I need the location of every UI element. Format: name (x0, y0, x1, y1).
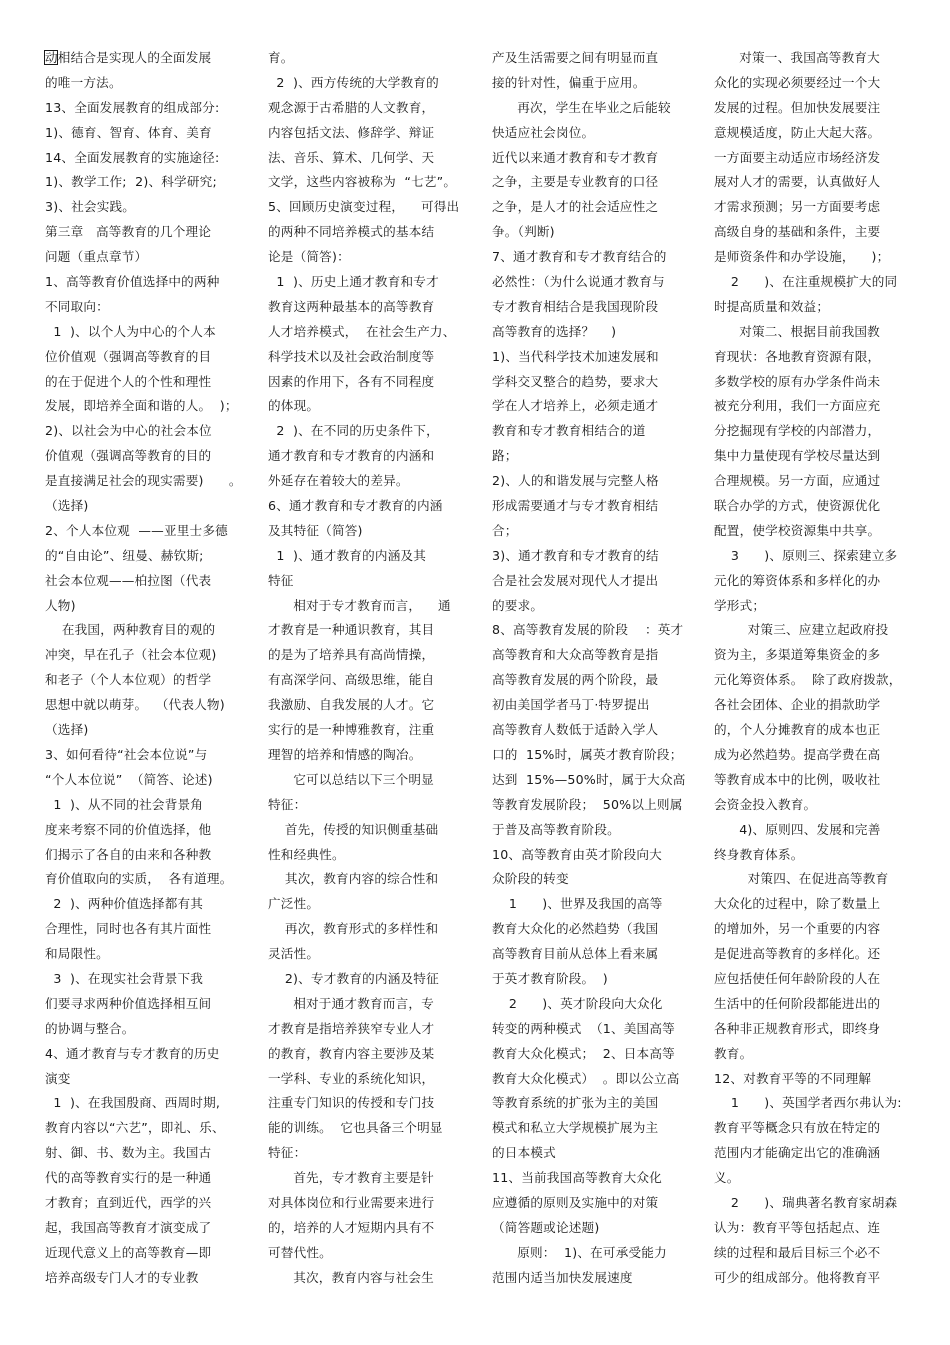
text-line: 学形式； (714, 597, 766, 613)
text-line: 2 )、在注重规模扩大的同 (714, 274, 898, 290)
text-line: 们揭示了各自的由来和各种教 (45, 846, 212, 862)
text-line: 11、当前我国高等教育大众化 (492, 1170, 662, 1186)
text-line: 联合办学的方式，使资源优化 (714, 498, 881, 514)
text-line: 2、个人本位观 ——亚里士多德 (45, 522, 228, 538)
text-line: （选择) (45, 722, 89, 738)
text-line: 学在人才培养上，必须走通才 (492, 398, 659, 414)
text-line: 内容包括文法、修辞学、辩证 (268, 124, 435, 140)
text-line: 育现状：各地教育资源有限， (714, 348, 881, 364)
text-line: 意规模适度，防止大起大落。 (714, 124, 881, 140)
text-line: 1)、当代科学技术加速发展和 (492, 348, 659, 364)
text-line: 各种非正规教育形式，即终身 (714, 1020, 881, 1036)
text-line: 对策一、我国高等教育大 (714, 50, 880, 65)
text-line: 因素的作用下，各有不同程度 (268, 373, 435, 389)
text-line: 被充分利用，我们一方面应充 (714, 398, 881, 414)
text-line: 教育这两种最基本的高等教育 (268, 298, 435, 314)
text-column-3 (492, 46, 692, 1291)
text-line: 才教育是指培养狭窄专业人才 (268, 1020, 435, 1036)
text-line: 培养高级专门人才的专业教 (45, 1269, 199, 1285)
text-line: 高等教育的选择？ ) (492, 323, 617, 339)
text-line: 1 )、历史上通才教育和专才 (268, 274, 439, 290)
text-line: 人物) (45, 597, 76, 613)
text-line: 教育内容以“六艺”，即礼、乐、 (45, 1120, 225, 1136)
text-line: 2 )、英才阶段向大众化 (492, 995, 663, 1011)
text-line: 特征： (268, 1145, 307, 1161)
text-line: 范围内才能确定出它的准确涵 (714, 1145, 881, 1161)
text-line: 发展，即培养全面和谐的人。 )； (45, 398, 238, 414)
text-line: 们要寻求两种价值选择相互间 (45, 995, 212, 1011)
text-line: 性和经典性。 (268, 846, 345, 862)
text-line: 大众化的过程中，除了数量上 (714, 896, 881, 912)
text-line: 等教育成本中的比例，吸收社 (714, 771, 881, 787)
text-line: 1)、教学工作; 2)、科学研究; (45, 174, 217, 190)
text-line: 展对人才的需要，认真做好人 (714, 174, 881, 190)
text-line: 问题（重点章节） (45, 249, 148, 265)
text-line: 的日本模式 (492, 1145, 556, 1161)
text-line: 科学技术以及社会政治制度等 (268, 348, 435, 364)
text-line: 的，培养的人才短期内具有不 (268, 1219, 435, 1235)
text-line: 终身教育体系。 (714, 846, 804, 862)
text-line: 的教育，教育内容主要涉及某 (268, 1045, 435, 1061)
text-line: 学科交叉整合的趋势，要求大 (492, 373, 659, 389)
text-line: 动相结合是实现人的全面发展 (45, 50, 212, 65)
text-line: 等教育系统的扩张为主的美国 (492, 1095, 659, 1111)
text-line: 度来考察不同的价值选择，他 (45, 821, 212, 837)
text-line: 接的针对性，偏重于应用。 (492, 74, 646, 90)
text-line: 2 )、两种价值选择都有其 (45, 896, 204, 912)
text-line: 可替代性。 (268, 1244, 332, 1260)
text-line: （选择) (45, 498, 89, 514)
text-line: 2)、人的和谐发展与完整人格 (492, 473, 659, 489)
text-line: 高等教育人数低于适龄入学人 (492, 722, 659, 738)
text-line: 2 )、瑞典著名教育家胡森 (714, 1194, 898, 1210)
text-line: 集中力量使现有学校尽量达到 (714, 448, 881, 464)
text-line: 是直接满足社会的现实需要) 。 (45, 473, 242, 489)
text-line: 人才培养模式， 在社会生产力、 (268, 323, 456, 339)
text-line: 成为必然趋势。提高学费在高 (714, 746, 881, 762)
text-line: 分挖掘现有学校的内部潜力， (714, 423, 881, 439)
text-line: 论是（简答)： (268, 249, 350, 265)
text-line: 之争，是人才的社会适应性之 (492, 199, 659, 215)
text-line: 才教育；直到近代，西学的兴 (45, 1194, 212, 1210)
text-line: 高级自身的基础和条件，主要 (714, 224, 881, 240)
text-column-4 (714, 46, 914, 1291)
text-line: 教育大众化模式） 。即以公立高 (492, 1070, 680, 1086)
text-line: 思想中就以萌芽。 （代表人物) (45, 697, 225, 713)
text-line: 教育大众化模式； 2、日本高等 (492, 1045, 675, 1061)
text-line: 的增加外，另一个重要的内容 (714, 921, 881, 937)
text-line: 专才教育相结合是我国现阶段 (492, 298, 659, 314)
text-line: 近代以来通才教育和专才教育 (492, 149, 659, 165)
text-line: 和老子（个人本位观）的哲学 (45, 672, 212, 688)
text-line: 众化的实现必须要经过一个大 (714, 74, 881, 90)
text-line: 10、高等教育由英才阶段向大 (492, 846, 662, 862)
text-line: 13、全面发展教育的组成部分: (45, 99, 220, 115)
text-line: 近现代意义上的高等教育—即 (45, 1244, 212, 1260)
text-line: 起，我国高等教育才演变成了 (45, 1219, 212, 1235)
text-line: “个人本位说” （简答、论述) (45, 771, 213, 787)
text-line: 价值观（强调高等教育的目的 (45, 448, 212, 464)
text-line: 3 )、在现实社会背景下我 (45, 970, 204, 986)
text-line: 特征： (268, 796, 307, 812)
text-column-1 (45, 46, 245, 1291)
text-line: 我激励、自我发展的人才。它 (268, 697, 435, 713)
text-line: 的“自由论”、纽曼、赫钦斯; (45, 547, 204, 563)
text-line: 的，个人分摊教育的成本也正 (714, 722, 881, 738)
text-line: 2)、专才教育的内涵及特征 (268, 970, 439, 986)
text-line: 3)、社会实践。 (45, 199, 136, 215)
text-line: 高等教育发展的两个阶段，最 (492, 672, 659, 688)
text-line: 合理规模。另一方面，应通过 (714, 473, 881, 489)
text-line: 社会本位观——柏拉图（代表 (45, 572, 212, 588)
text-line: 的唯一方法。 (45, 74, 122, 90)
text-line: 高等教育目前从总体上看来属 (492, 946, 659, 962)
text-line: 教育和专才教育相结合的道 (492, 423, 646, 439)
text-line: 的体现。 (268, 398, 320, 414)
text-line: 众阶段的转变 (492, 871, 569, 887)
text-line: 对具体岗位和行业需要来进行 (268, 1194, 435, 1210)
text-line: 演变 (45, 1070, 71, 1086)
text-line: 再次，教育形式的多样性和 (268, 921, 439, 937)
text-line: 的在于促进个人的个性和理性 (45, 373, 212, 389)
text-line: 3 )、原则三、探索建立多 (714, 547, 898, 563)
text-line: 再次，学生在毕业之后能较 (492, 99, 671, 115)
text-line: 射、御、书、数为主。我国古 (45, 1145, 212, 1161)
text-line: 配置，使学校资源集中共享。 (714, 522, 881, 538)
text-line: 4、通才教育与专才教育的历史 (45, 1045, 220, 1061)
text-line: 其次，教育内容的综合性和 (268, 871, 439, 887)
text-line: 通才教育和专才教育的内涵和 (268, 448, 435, 464)
text-line: 注重专门知识的传授和专门技 (268, 1095, 435, 1111)
text-line: 灵活性。 (268, 946, 320, 962)
text-line: 首先，专才教育主要是针 (268, 1170, 434, 1186)
text-line: 必然性：（为什么说通才教育与 (492, 274, 665, 290)
text-line: 对策四、在促进高等教育 (714, 871, 889, 887)
text-line: 不同取向： (45, 298, 109, 314)
text-line: 和局限性。 (45, 946, 109, 962)
text-line: 的协调与整合。 (45, 1020, 135, 1036)
text-line: 范围内适当加快发展速度 (492, 1269, 633, 1285)
text-line: 1 )、世界及我国的高等 (492, 896, 663, 912)
text-line: 2)、以社会为中心的社会本位 (45, 423, 212, 439)
text-line: 特征 (268, 572, 294, 588)
text-line: 位价值观（强调高等教育的目 (45, 348, 212, 364)
text-line: 模式和私立大学规模扩展为主 (492, 1120, 659, 1136)
text-line: 相对于通才教育而言，专 (268, 995, 434, 1011)
text-line: 1 )、以个人为中心的个人本 (45, 323, 216, 339)
text-line: 原则： 1)、在可承受能力 (492, 1244, 667, 1260)
text-line: 可少的组成部分。他将教育平 (714, 1269, 881, 1285)
text-line: 其次，教育内容与社会生 (268, 1269, 434, 1285)
text-line: 转变的两种模式 （1、美国高等 (492, 1020, 675, 1036)
text-line: 对策二、根据目前我国教 (714, 323, 880, 339)
text-line: 才需求预测；另一方面要考虑 (714, 199, 881, 215)
text-line: 5、回顾历史演变过程， 可得出 (268, 199, 460, 215)
text-line: 产及生活需要之间有明显而直 (492, 50, 659, 65)
text-line: 发展的过程。但加快发展要注 (714, 99, 881, 115)
text-line: 育。 (268, 50, 294, 65)
text-line: 高等教育和大众高等教育是指 (492, 647, 659, 663)
text-line: 1 )、英国学者西尔弗认为: (714, 1095, 902, 1111)
text-line: 各社会团体、企业的捐款助学 (714, 697, 881, 713)
text-line: 它可以总结以下三个明显 (268, 771, 434, 787)
text-line: 1 )、通才教育的内涵及其 (268, 547, 427, 563)
text-line: 2 )、西方传统的大学教育的 (268, 74, 439, 90)
text-line: 资为主，多渠道筹集资金的多 (714, 647, 881, 663)
text-line: 3)、通才教育和专才教育的结 (492, 547, 659, 563)
text-line: 首先，传授的知识侧重基础 (268, 821, 439, 837)
text-line: 8、高等教育发展的阶段 ：英才 (492, 622, 684, 638)
text-line: 合； (492, 522, 518, 538)
text-line: 合是社会发展对现代人才提出 (492, 572, 659, 588)
text-line: 是师资条件和办学设施， )； (714, 249, 890, 265)
text-line: 能的训练。 它也具备三个明显 (268, 1120, 443, 1136)
text-line: 14、全面发展教育的实施途径: (45, 149, 220, 165)
text-line: 时提高质量和效益； (714, 298, 830, 314)
text-line: 相对于专才教育而言， 通 (268, 597, 451, 613)
text-line: 会资金投入教育。 (714, 796, 817, 812)
text-column-2 (268, 46, 468, 1291)
text-line: 及其特征（简答) (268, 522, 363, 538)
text-line: 生活中的任何阶段都能进出的 (714, 995, 881, 1011)
text-line: 才教育是一种通识教育，其目 (268, 622, 435, 638)
text-line: 之争，主要是专业教育的口径 (492, 174, 659, 190)
text-line: 理智的培养和情感的陶冶。 (268, 746, 422, 762)
text-line: 路； (492, 448, 518, 464)
text-line: 争。（判断) (492, 224, 555, 240)
text-line: 代的高等教育实行的是一种通 (45, 1170, 212, 1186)
text-line: 应包括使任何年龄阶段的人在 (714, 970, 881, 986)
text-line: 教育。 (714, 1045, 753, 1061)
text-line: 广泛性。 (268, 896, 320, 912)
text-line: 教育大众化的必然趋势（我国 (492, 921, 659, 937)
text-line: 对策三、应建立起政府投 (714, 622, 889, 638)
text-line: 1 )、在我国殷商、西周时期, (45, 1095, 221, 1111)
text-line: 于英才教育阶段。 ) (492, 970, 608, 986)
text-line: 一方面要主动适应市场经济发 (714, 149, 881, 165)
text-line: （简答题或论述题) (492, 1219, 600, 1235)
text-line: 外延存在着较大的差异。 (268, 473, 409, 489)
text-line: 1 )、从不同的社会背景角 (45, 796, 204, 812)
text-line: 的要求。 (492, 597, 544, 613)
text-line: 合理性，同时也各有其片面性 (45, 921, 212, 937)
text-line: 认为：教育平等包括起点、连 (714, 1219, 881, 1235)
text-line: 义。 (714, 1170, 740, 1186)
text-line: 是促进高等教育的多样化。还 (714, 946, 881, 962)
text-line: 的是为了培养具有高尚情操， (268, 647, 435, 663)
text-line: 7、通才教育和专才教育结合的 (492, 249, 667, 265)
text-line: 3、如何看待“社会本位说”与 (45, 746, 208, 762)
text-line: 有高深学问、高级思维，能自 (268, 672, 435, 688)
text-line: 快适应社会岗位。 (492, 124, 595, 140)
text-line: 等教育发展阶段； 50%以上则属 (492, 796, 683, 812)
text-line: 元化筹资体系。 除了政府拨款， (714, 672, 902, 688)
text-line: 口的 15%时，属英才教育阶段； (492, 746, 683, 762)
text-line: 应遵循的原则及实施中的对策 (492, 1194, 659, 1210)
text-line: 冲突，早在孔子（社会本位观) (45, 647, 217, 663)
text-line: 4)、原则四、发展和完善 (714, 821, 881, 837)
text-line: 初由美国学者马丁·特罗提出 (492, 697, 650, 713)
text-line: 2 )、在不同的历史条件下， (268, 423, 439, 439)
text-line: 续的过程和最后目标三个必不 (714, 1244, 881, 1260)
text-line: 1、高等教育价值选择中的两种 (45, 274, 220, 290)
text-line: 文学，这些内容被称为 “七艺”。 (268, 174, 457, 190)
text-line: 育价值取向的实质， 各有道理。 (45, 871, 233, 887)
text-line: 1)、德育、智育、体育、美育 (45, 124, 212, 140)
text-line: 一学科、专业的系统化知识， (268, 1070, 435, 1086)
text-line: 法、音乐、算术、几何学、天 (268, 149, 435, 165)
text-line: 第三章 高等教育的几个理论 (45, 224, 212, 240)
text-line: 多数学校的原有办学条件尚未 (714, 373, 881, 389)
text-line: 形成需要通才与专才教育相结 (492, 498, 659, 514)
text-line: 在我国，两种教育目的观的 (45, 622, 216, 638)
text-line: 达到 15%—50%时，属于大众高 (492, 771, 686, 787)
text-line: 观念源于古希腊的人文教育， (268, 99, 435, 115)
text-line: 于普及高等教育阶段。 (492, 821, 620, 837)
text-line: 教育平等概念只有放在特定的 (714, 1120, 881, 1136)
text-line: 12、对教育平等的不同理解 (714, 1070, 872, 1086)
text-line: 实行的是一种博雅教育，注重 (268, 722, 435, 738)
text-line: 6、通才教育和专才教育的内涵 (268, 498, 443, 514)
text-line: 的两种不同培养模式的基本结 (268, 224, 435, 240)
text-line: 元化的筹资体系和多样化的办 (714, 572, 881, 588)
